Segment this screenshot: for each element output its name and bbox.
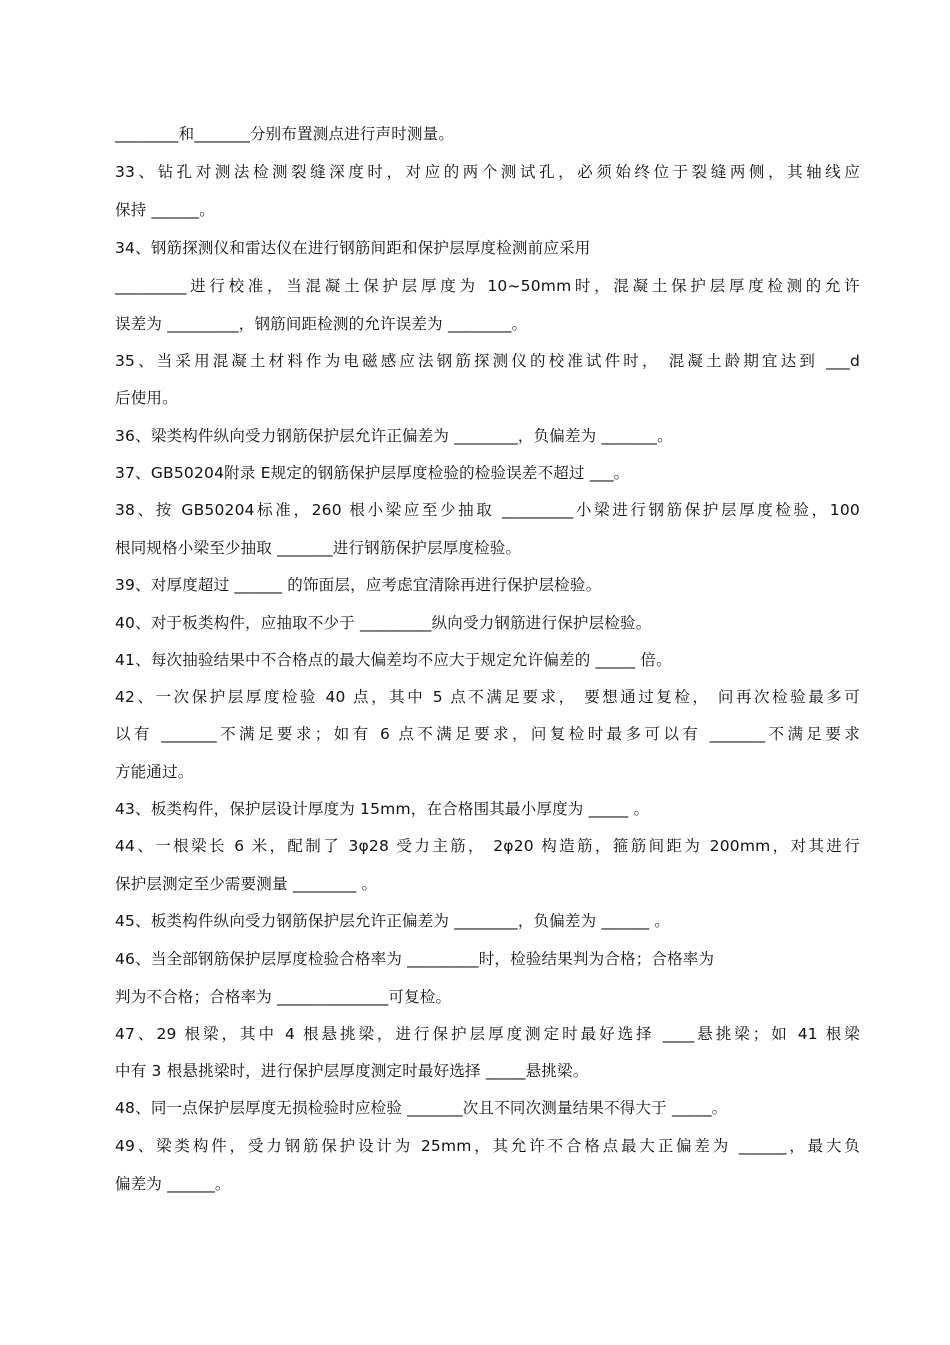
text-line: 37、GB50204附录 E规定的钢筋保护层厚度检验的检验误差不超过 ___。: [115, 464, 630, 482]
text-line: 39、对厚度超过 ______ 的饰面层，应考虑宜清除再进行保护层检验。: [115, 576, 602, 594]
text-line: 保护层测定至少需要测量 ________ 。: [115, 875, 378, 893]
text-line: 38、按 GB50204标准，260 根小梁应至少抽取 _________小梁进行钢筋保护层厚度检验，100: [115, 501, 860, 519]
text-line: 48、同一点保护层厚度无损检验时应检验 _______次且不同次测量结果不得大于 _____。: [115, 1099, 728, 1117]
text-line: 43、板类构件，保护层设计厚度为 15mm，在合格围其最小厚度为 _____ 。: [115, 800, 650, 818]
text-line: 以有 _______不满足要求；如有 6 点不满足要求，问复检时最多可以有 _______不满足要求: [115, 725, 860, 743]
text-line: 保持 ______。: [115, 201, 215, 219]
text-line: 判为不合格；合格率为 ______________可复检。: [115, 988, 452, 1006]
text-line: 误差为 _________，钢筋间距检测的允许误差为 ________。: [115, 315, 528, 333]
text-line: 44、一根梁长 6 米，配制了 3φ28 受力主筋， 2φ20 构造筋，箍筋间距为 200mm，对其进行: [115, 837, 860, 855]
text-line: 49、梁类构件，受力钢筋保护设计为 25mm，其允许不合格点最大正偏差为 ______，最大负: [115, 1137, 860, 1155]
text-line: 中有 3 根悬挑梁时，进行保护层厚度测定时最好选择 _____悬挑梁。: [115, 1062, 589, 1080]
text-line: 42、一次保护层厚度检验 40 点，其中 5 点不满足要求， 要想通过复检， 问再次检验最多可: [115, 688, 860, 706]
text-line: 45、板类构件纵向受力钢筋保护层允许正偏差为 ________，负偏差为 ______ 。: [115, 912, 671, 930]
text-line: 47、29 根梁，其中 4 根悬挑梁，进行保护层厚度测定时最好选择 ____悬挑梁；如 41 根梁: [115, 1025, 860, 1043]
text-line: ________和_______分别布置测点进行声时测量。: [115, 125, 455, 143]
text-line: 40、对于板类构件，应抽取不少于 _________纵向受力钢筋进行保护层检验。: [115, 614, 652, 632]
text-line: 偏差为 ______。: [115, 1175, 231, 1193]
text-line: 后使用。: [115, 389, 178, 407]
text-line: 方能通过。: [115, 763, 194, 781]
text-line: 36、梁类构件纵向受力钢筋保护层允许正偏差为 ________，负偏差为 _______。: [115, 427, 673, 445]
text-line: 46、当全部钢筋保护层厚度检验合格率为 _________时，检验结果判为合格；合格率为: [115, 950, 715, 968]
text-line: _________进行校准，当混凝土保护层厚度为 10~50mm时，混凝土保护层厚度检测的允许: [115, 277, 860, 295]
text-line: 33、钻孔对测法检测裂缝深度时，对应的两个测试孔，必须始终位于裂缝两侧，其轴线应: [115, 163, 860, 181]
text-line: 41、每次抽验结果中不合格点的最大偏差均不应大于规定允许偏差的 _____ 倍。: [115, 651, 672, 669]
text-line: 根同规格小梁至少抽取 _______进行钢筋保护层厚度检验。: [115, 539, 522, 557]
text-line: 35、当采用混凝土材料作为电磁感应法钢筋探测仪的校准试件时， 混凝土龄期宜达到 ___d: [115, 352, 860, 370]
text-line: 34、钢筋探测仪和雷达仪在进行钢筋间距和保护层厚度检测前应采用: [115, 239, 591, 257]
